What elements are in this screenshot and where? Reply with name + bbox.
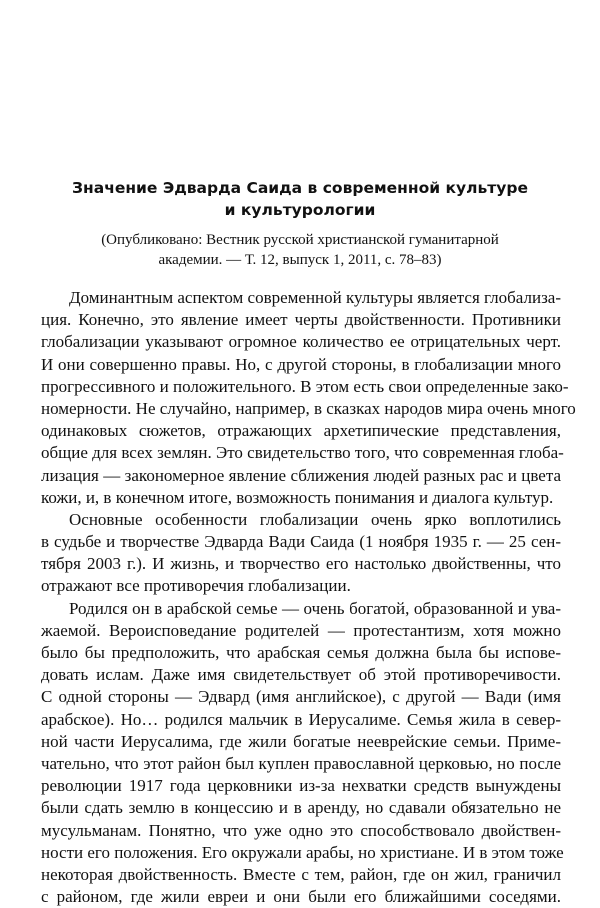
text-line: одинаковых сюжетов, отражающих архетипические представления,: [41, 421, 561, 441]
article-title-line-1: Значение Эдварда Саида в современной культуре: [72, 179, 528, 197]
paragraph-1: [41, 287, 576, 509]
text-line: номерности. Не случайно, например, в сказках народов мира очень много: [41, 398, 576, 418]
text-line: прогрессивного и положительного. В этом есть свои определенные зако-: [41, 376, 569, 396]
text-line: революции 1917 года церковники из-за нехватки средств вынуждены: [41, 776, 561, 796]
text-line: тября 2003 г.). И жизнь, и творчество его настолько двойственны, что: [41, 554, 561, 574]
text-line: отражают все противоречия глобализации.: [41, 576, 351, 596]
text-line: ция. Конечно, это явление имеет черты двойственности. Противники: [41, 310, 561, 330]
text-line: в судьбе и творчестве Эдварда Вади Саида (1 ноября 1935 г. — 25 сен-: [41, 532, 561, 552]
text-line: ности его положения. Его окружали арабы, но христиане. И в этом тоже: [41, 842, 564, 862]
text-line: Родился он в арабской семье — очень богатой, образованной и ува-: [69, 598, 561, 618]
text-line: И они совершенно правы. Но, с другой стороны, в глобализации много: [41, 354, 561, 374]
text-line: жаемой. Вероисповедание родителей — протестантизм, хотя можно: [41, 620, 561, 640]
text-line: некоторая двойственность. Вместе с тем, район, где он жил, граничил: [41, 864, 561, 884]
text-line: были сдать землю в концессию и в аренду, но сдавали обязательно не: [41, 798, 561, 818]
article-title: [60, 177, 540, 221]
text-line: чательно, что этот район был куплен православной церковью, но после: [41, 753, 561, 773]
text-line: С одной стороны — Эдвард (имя английское), с другой — Вади (имя: [41, 687, 561, 707]
text-line: мусульманам. Понятно, что уже одно это способствовало двойствен-: [41, 820, 561, 840]
text-line: было бы предположить, что арабская семья должна была бы испове-: [41, 643, 561, 662]
publication-note: [60, 230, 540, 270]
paragraph-3: [41, 598, 564, 908]
text-line: арабское). Но… родился мальчик в Иерусалиме. Семья жила в север-: [41, 709, 561, 729]
text-line: Основные особенности глобализации очень ярко воплотились: [69, 509, 561, 529]
text-line: кожи, и, в конечном итоге, возможность понимания и диалога культур.: [41, 487, 554, 507]
text-line: Доминантным аспектом современной культуры является глобализа-: [69, 288, 561, 307]
publication-note-line-1: (Опубликовано: Вестник русской христианской гуманитарной: [101, 232, 499, 248]
text-line: лизация — закономерное явление сближения людей разных рас и цвета: [41, 465, 561, 485]
publication-note-line-2: академии. — Т. 12, выпуск 1, 2011, с. 78–83): [158, 252, 442, 268]
paragraph-2: [41, 509, 561, 598]
text-line: ной части Иерусалима, где жили богатые нееврейские семьи. Приме-: [41, 731, 561, 751]
text-line: довать ислам. Даже имя свидетельствует об этой противоречивости.: [41, 665, 561, 685]
text-line: с районом, где жили евреи и они были его ближайшими соседями.: [41, 887, 561, 907]
article-title-line-2: и культурологии: [224, 201, 376, 219]
text-line: общие для всех землян. Это свидетельство того, что современная глоба-: [41, 443, 564, 463]
text-line: глобализации указывают огромное количество ее отрицательных черт.: [41, 332, 561, 352]
article-body: [41, 287, 576, 908]
